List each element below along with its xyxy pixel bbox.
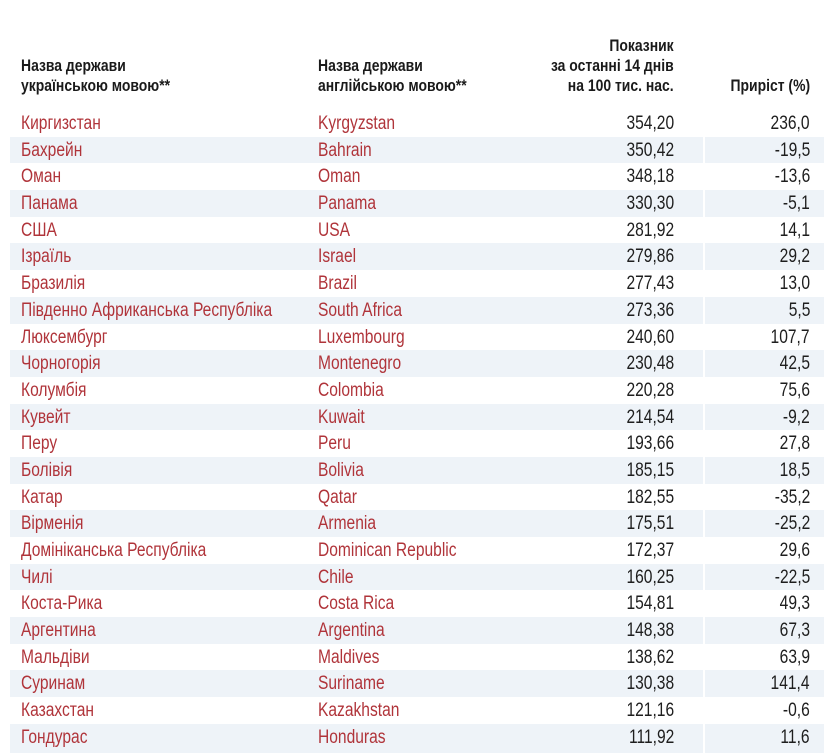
country-name-ua: Мальдіви: [21, 646, 90, 668]
country-name-en: Israel: [318, 246, 357, 268]
growth-value: 11,6: [780, 726, 810, 748]
table-row: [10, 110, 824, 137]
country-name-ua: Гондурас: [21, 726, 88, 748]
indicator-value: 214,54: [626, 406, 674, 428]
country-name-ua: Панама: [21, 193, 78, 215]
country-name-ua: Бразилія: [21, 273, 86, 295]
country-name-en: Brazil: [318, 273, 357, 295]
country-name-en: Honduras: [318, 726, 386, 748]
table-row: [10, 537, 824, 564]
country-name-en: Qatar: [318, 486, 357, 508]
indicator-value: 148,38: [626, 620, 674, 642]
indicator-value: 193,66: [626, 433, 674, 455]
growth-value: 14,1: [779, 219, 810, 241]
indicator-value: 130,38: [626, 673, 674, 695]
indicator-value: 350,42: [626, 139, 674, 161]
country-name-en: Maldives: [318, 646, 380, 668]
indicator-value: 175,51: [626, 513, 674, 535]
country-name-en: Colombia: [318, 379, 384, 401]
country-name-en: Argentina: [318, 620, 385, 642]
country-name-ua: Коста-Рика: [21, 593, 103, 615]
indicator-value: 348,18: [626, 166, 674, 188]
table-row: [10, 617, 824, 644]
table-row: [10, 670, 824, 697]
country-name-ua: Суринам: [21, 673, 86, 695]
country-name-en: Kazakhstan: [318, 700, 400, 722]
table-row: [10, 644, 824, 671]
table-row: [10, 270, 824, 297]
country-name-en: Montenegro: [318, 353, 402, 375]
table-row: [10, 484, 824, 511]
country-name-en: Kyrgyzstan: [318, 113, 396, 134]
country-name-ua: Чилі: [21, 566, 53, 588]
table-row: [10, 350, 824, 377]
growth-value: -22,5: [774, 566, 810, 588]
indicator-value: 111,92: [628, 726, 674, 748]
header-growth: Приріст (%): [730, 76, 810, 95]
table-row: [10, 510, 824, 537]
country-name-en: Peru: [318, 433, 351, 455]
growth-value: 29,2: [779, 246, 810, 268]
country-name-ua: Ізраїль: [21, 246, 72, 268]
country-name-en: Bahrain: [318, 139, 372, 161]
top-margin: [0, 0, 834, 18]
growth-value: 107,7: [771, 326, 810, 348]
country-name-ua: Південно Африканська Республіка: [21, 299, 273, 321]
country-name-ua: США: [21, 219, 57, 241]
growth-value: -13,6: [774, 166, 810, 188]
table-row: [10, 190, 824, 217]
country-name-ua: Кувейт: [21, 406, 71, 428]
country-name-ua: Домініканська Республіка: [21, 540, 207, 561]
indicator-value: 279,86: [626, 246, 674, 268]
column-divider: [703, 18, 705, 753]
indicator-value: 154,81: [626, 593, 674, 615]
growth-value: 49,3: [779, 593, 810, 615]
growth-value: -9,2: [783, 406, 810, 428]
table-row: [10, 564, 824, 591]
country-name-en: Armenia: [318, 513, 377, 535]
table-row: [10, 404, 824, 431]
growth-value: -5,1: [783, 193, 810, 215]
growth-value: -0,6: [783, 700, 810, 722]
header-name-en: Назва держави англійською мовою**: [318, 56, 467, 95]
table-row: [10, 324, 824, 351]
table-row: [10, 163, 824, 190]
country-name-ua: Люксембург: [21, 326, 108, 348]
growth-value: 42,5: [779, 353, 810, 375]
country-name-en: Bolivia: [318, 459, 364, 481]
indicator-value: 354,20: [626, 113, 674, 134]
countries-table: [10, 18, 824, 753]
country-name-en: Panama: [318, 193, 377, 215]
country-name-ua: Казахстан: [21, 700, 95, 722]
indicator-value: 330,30: [626, 193, 674, 215]
growth-value: 63,9: [779, 646, 810, 668]
header-indicator: Показник за останні 14 днів на 100 тис. нас.: [551, 36, 674, 95]
country-name-en: Dominican Republic: [318, 540, 457, 561]
growth-value: 13,0: [779, 273, 810, 295]
country-name-en: South Africa: [318, 299, 403, 321]
growth-value: 67,3: [779, 620, 810, 642]
table-body: [10, 110, 824, 751]
growth-value: -19,5: [774, 139, 810, 161]
indicator-value: 185,15: [626, 459, 674, 481]
country-name-ua: Аргентина: [21, 620, 96, 642]
country-name-en: USA: [318, 219, 351, 241]
country-name-en: Suriname: [318, 673, 385, 695]
country-name-en: Chile: [318, 566, 354, 588]
growth-value: 75,6: [779, 379, 810, 401]
indicator-value: 121,16: [626, 700, 674, 722]
country-name-ua: Катар: [21, 486, 63, 508]
indicator-value: 240,60: [626, 326, 674, 348]
table-row: [10, 243, 824, 270]
country-name-ua: Киргизстан: [21, 113, 101, 134]
growth-value: 29,6: [779, 540, 810, 561]
growth-value: 18,5: [779, 459, 810, 481]
country-name-ua: Чорногорія: [21, 353, 101, 375]
growth-value: 141,4: [771, 673, 810, 695]
table-row: [10, 724, 824, 751]
indicator-value: 230,48: [626, 353, 674, 375]
country-name-en: Kuwait: [318, 406, 365, 428]
country-name-ua: Бахрейн: [21, 139, 83, 161]
table-row: [10, 430, 824, 457]
country-name-en: Oman: [318, 166, 361, 188]
country-name-en: Luxembourg: [318, 326, 405, 348]
table-row: [10, 137, 824, 164]
country-name-ua: Оман: [21, 166, 62, 188]
table-row: [10, 297, 824, 324]
indicator-value: 273,36: [626, 299, 674, 321]
growth-value: 27,8: [779, 433, 810, 455]
indicator-value: 220,28: [626, 379, 674, 401]
table-row: [10, 697, 824, 724]
country-name-ua: Колумбія: [21, 379, 87, 401]
header-name-ua: Назва держави українською мовою**: [21, 56, 171, 95]
table-header: [10, 18, 824, 110]
table-row: [10, 217, 824, 244]
indicator-value: 138,62: [626, 646, 674, 668]
table-row: [10, 457, 824, 484]
country-name-ua: Вірменія: [21, 513, 84, 535]
growth-value: 236,0: [771, 113, 810, 134]
table-row: [10, 590, 824, 617]
growth-value: -35,2: [774, 486, 810, 508]
indicator-value: 160,25: [626, 566, 674, 588]
indicator-value: 182,55: [626, 486, 674, 508]
country-name-en: Costa Rica: [318, 593, 395, 615]
growth-value: 5,5: [788, 299, 810, 321]
indicator-value: 277,43: [626, 273, 674, 295]
country-name-ua: Болівія: [21, 459, 73, 481]
growth-value: -25,2: [774, 513, 810, 535]
indicator-value: 281,92: [626, 219, 674, 241]
table-row: [10, 377, 824, 404]
indicator-value: 172,37: [626, 540, 674, 561]
country-name-ua: Перу: [21, 433, 58, 455]
